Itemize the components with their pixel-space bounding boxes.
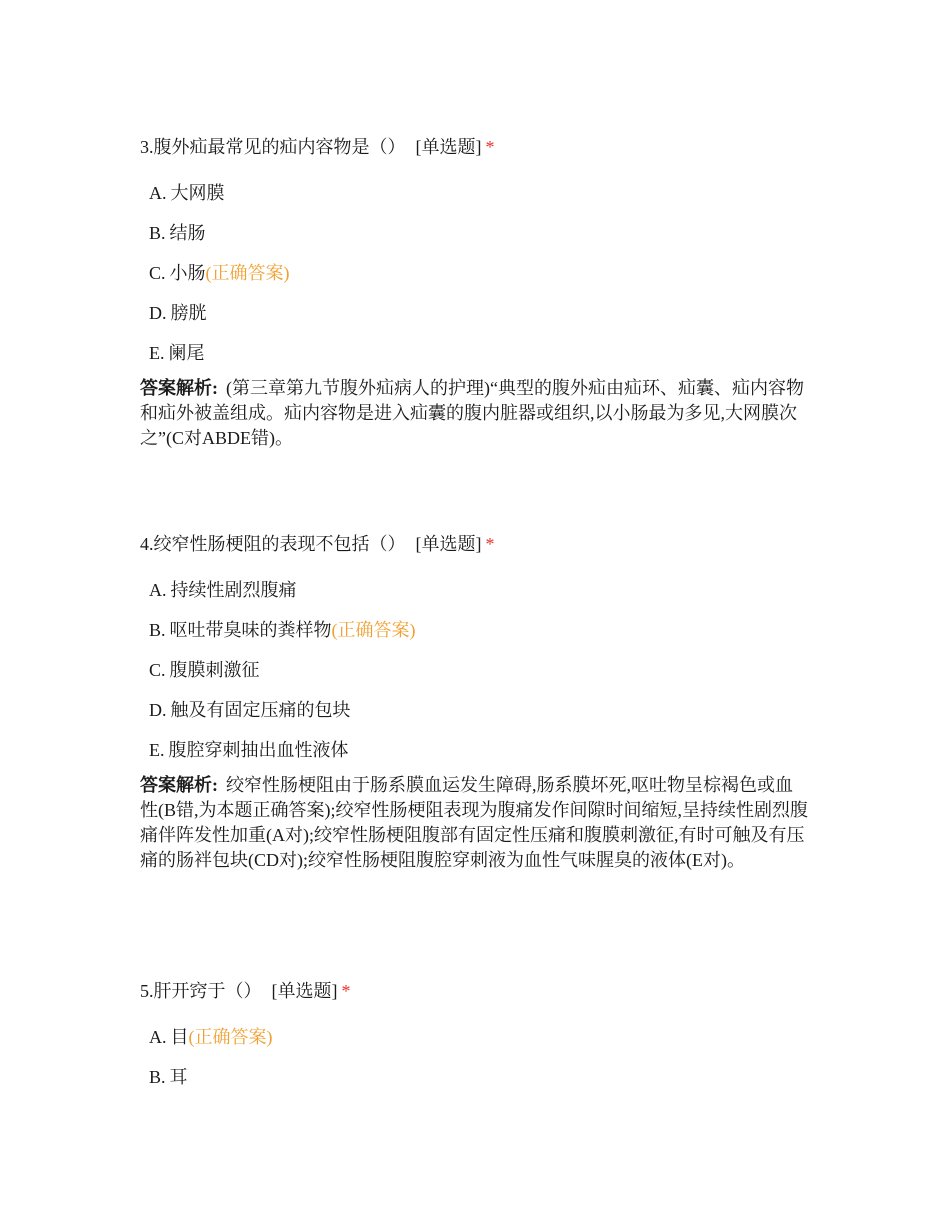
- question-5: [140, 978, 810, 1104]
- option-c: C. 腹膜刺激征: [149, 660, 260, 680]
- question-text: 5.肝开窍于（）: [140, 981, 262, 1001]
- option-e: E. 阑尾: [149, 343, 205, 363]
- analysis-text: 绞窄性肠梗阻由于肠系膜血运发生障碍,肠系膜坏死,呕吐物呈棕褐色或血性(B错,为本题正确答案);绞窄性肠梗阻表现为腹痛发作间隙时间缩短,呈持续性剧烈腹痛伴阵发性加重(A对);绞窄性肠梗阻腹部有固定性压痛和腹膜刺激征,有时可触及有压痛的肠袢包块(CD对);绞窄性肠梗阻腹腔穿刺液为血性气味腥臭的液体(E对)。: [140, 775, 808, 870]
- option-c: C. 小肠(正确答案): [149, 263, 290, 283]
- correct-answer-tag: (正确答案): [188, 1027, 273, 1047]
- option-list: [140, 180, 810, 366]
- required-asterisk: *: [485, 534, 495, 554]
- quiz-answer-sheet: [140, 134, 810, 1087]
- answer-analysis: [140, 376, 810, 451]
- question-3: [140, 134, 810, 451]
- option-a: A. 目(正确答案): [149, 1027, 273, 1047]
- option-e: E. 腹腔穿刺抽出血性液体: [149, 740, 349, 760]
- required-asterisk: *: [341, 981, 351, 1001]
- option-a: A. 大网膜: [149, 183, 225, 203]
- required-asterisk: *: [485, 137, 495, 157]
- option-b: B. 呕吐带臭味的粪样物(正确答案): [149, 620, 416, 640]
- option-d: D. 膀胱: [149, 303, 207, 323]
- question-type-label: [单选题]: [415, 534, 482, 554]
- question-type-label: [单选题]: [271, 981, 338, 1001]
- analysis-label: 答案解析:: [140, 775, 218, 795]
- option-a: A. 持续性剧烈腹痛: [149, 580, 297, 600]
- answer-analysis: [140, 773, 810, 873]
- correct-answer-tag: (正确答案): [205, 263, 290, 283]
- question-title: [140, 134, 810, 160]
- option-list: [140, 1024, 810, 1090]
- option-b: B. 耳: [149, 1067, 188, 1087]
- correct-answer-tag: (正确答案): [331, 620, 416, 640]
- question-type-label: [单选题]: [415, 137, 482, 157]
- analysis-label: 答案解析:: [140, 378, 218, 398]
- question-text: 4.绞窄性肠梗阻的表现不包括（）: [140, 534, 406, 554]
- question-text: 3.腹外疝最常见的疝内容物是（）: [140, 137, 406, 157]
- question-title: [140, 978, 810, 1004]
- question-title: [140, 531, 810, 557]
- question-4: [140, 531, 810, 873]
- analysis-text: (第三章第九节腹外疝病人的护理)“典型的腹外疝由疝环、疝囊、疝内容物和疝外被盖组成。疝内容物是进入疝囊的腹内脏器或组织,以小肠最为多见,大网膜次之”(C对ABDE错)。: [140, 378, 804, 448]
- option-b: B. 结肠: [149, 223, 206, 243]
- option-d: D. 触及有固定压痛的包块: [149, 700, 351, 720]
- option-list: [140, 577, 810, 763]
